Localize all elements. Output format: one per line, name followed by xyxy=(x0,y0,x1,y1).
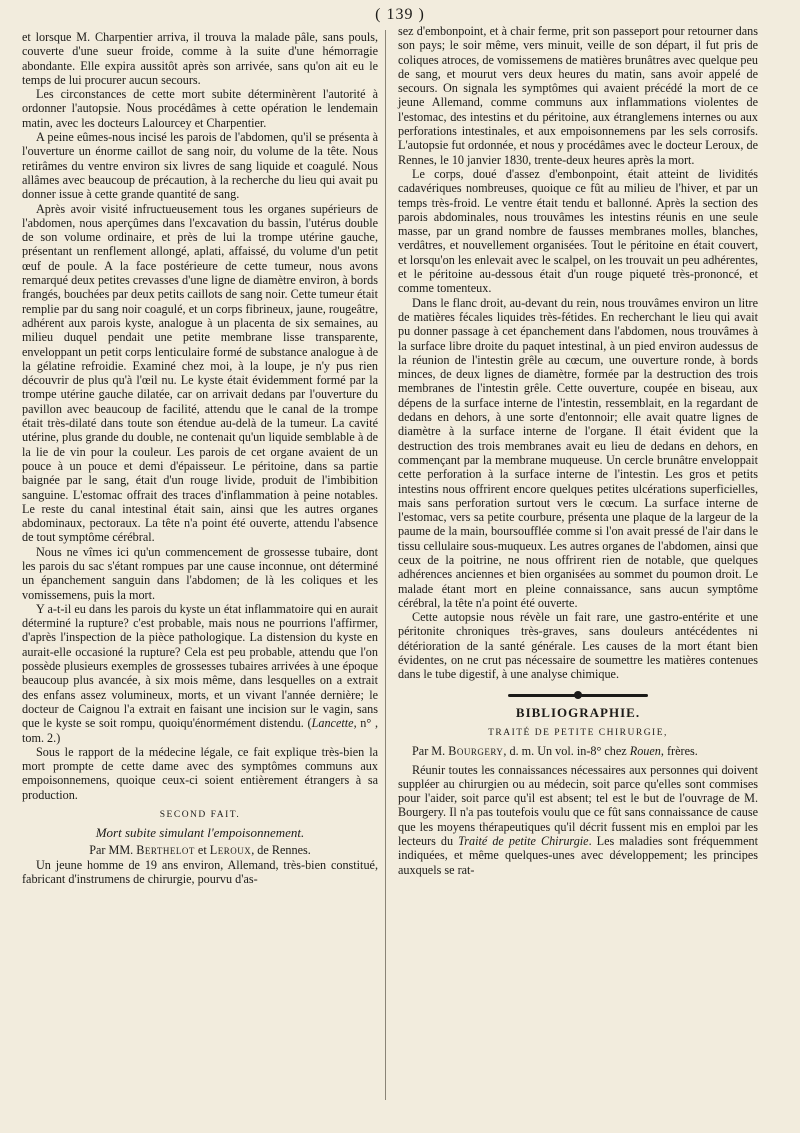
author-name: Leroux xyxy=(209,842,252,857)
paragraph: Nous ne vîmes ici qu'un commencement de grossesse tubaire, dont les parois du sac s'étant rompues par une cause inconnue, ont déterminé un épanchement sanguin dans l'abdomen; de là les coliques et les vomissemens, puis la mort. xyxy=(22,544,378,602)
paragraph-text: Réunir toutes les connaissances nécessaires aux personnes qui doivent suppléer au chirurgien ou au médecin, soit parce qu'elles sont commises pour l'aider, soit parce qu'il est absent; tel est le but de l'ouvrage de M. Bourgery. Il n'a pas toutefois voulu que ce fût sans connaissance de cause que les moyens thérapeutiques qu'il décrit fussent mis en emploi par les lecteurs du xyxy=(398,762,758,849)
book-details-text: , frères. xyxy=(660,744,698,759)
paragraph xyxy=(22,602,378,745)
column-divider xyxy=(385,30,386,1100)
paragraph: Dans le flanc droit, au-devant du rein, nous trouvâmes environ un litre de matières fécales liquides très-fétides. En recherchant le lieu qui avait pu donner passage à cet épanchement dans l'abdomen, nous trouvâmes à la surface libre droite du paquet intestinal, à un pied environ audessus de la réunion de l'intestin grêle au cœcum, une ouverture ronde, à bords minces, de deux lignes de diamètre, formée par la destruction des trois membranes de l'intestin grêle. Cette ouverture, coupée en biseau, aux dépens de la surface interne de l'intestin, ressemblait, en la regardant de dedans en dehors, à une sorte d'entonnoir; elle avait quatre lignes de diamètre à la surface interne de l'organe. Il était évident que la destruction des trois membranes avait eu lieu de dedans en dehors, en commençant par la membrane muqueuse. Un cercle brunâtre enveloppait cette perforation à la surface interne de l'intestin. Les gros et petits intestins nous offrirent encore quelques petites ulcérations superficielles, mais sans perforation surtout vers le cœcum. La surface interne de l'estomac, vers sa petite courbure, présenta une plaque de la largeur de la paume de la main, boursoufflée comme si l'on avait pressé de l'air dans le tissu cellulaire sous-muqueux. Les autres organes de l'abdomen, ainsi que ceux de la poitrine, ne nous offrirent rien de notable, que quelques adhérences anciennes et bien organisées au sommet du poumon droit. Le malade étant mort en pleine connaissance, sans aucun symptôme cérébral, la tête n'a point été ouverte. xyxy=(398,295,758,610)
book-title-italic: Traité de petite Chirurgie xyxy=(458,834,589,849)
paragraph-text: . Les maladies sont fréquemment indiquées, et même quelques-unes avec développement; les principes auxquels se rat- xyxy=(398,834,758,877)
paragraph: A peine eûmes-nous incisé les parois de l'abdomen, qu'il se présenta à l'ouverture un énorme caillot de sang noir, du volume de la tête. Nous retirâmes du ventre environ six livres de sang liquide et coagulé. Nous allâmes avec beaucoup de précaution, à la recherche du lieu qui avait pu donner issue à cette grande quantité de sang. xyxy=(22,130,378,202)
ornament-divider xyxy=(398,688,758,696)
bibliography-heading: BIBLIOGRAPHIE. xyxy=(515,704,641,720)
ornament-bar xyxy=(508,694,578,697)
journal-citation: Lancette xyxy=(311,716,354,731)
paragraph: Le corps, doué d'assez d'embonpoint, était atteint de lividités cadavériques nombreuses, quoique ce fût au milieu de l'hiver, et par un temps très-froid. Le ventre était tendu et ballonné. Après la section des parois abdominales, nous trouvâmes les intestins réunis en une seule masse, par un grand nombre de fausses membranes molles, blanches, verdâtres, et nouvellement organisées. Tout le péritoine en était couvert, et lorsqu'on les enlevait avec le scalpel, on les trouvait un peu adhérentes, et le péritoine au-dessous était d'un rouge piqueté très-prononcé, et comme tomenteux. xyxy=(398,166,758,296)
paragraph: Après avoir visité infructueusement tous les organes supérieurs de l'abdomen, nous aperçûmes dans l'excavation du bassin, l'utérus double de son volume ordinaire, et près de lui la trompe utérine gauche, présentant un renflement allongé, aplati, affaissé, du volume d'un petit œuf de poule. A la face postérieure de cette tumeur, nous avons remarqué deux petites crevasses d'une ligne de diamètre environ, à bords frangés, bouchées par deux petits caillots de sang noir. Cette tumeur était remplie par du sang noir coagulé, et un corps fibrineux, jaune, rougeâtre, adhérent aux parois kyste, analogue à un placenta de six semaines, au milieu duquel pendait une petite membrane lisse transparente, enveloppant un petit corps lenticulaire formé de substance analogue à de la gélatine refroidie. Examiné chez moi, à la loupe, je n'y pus rien découvrir de plus qu'à l'œil nu. Le kyste était évidemment formé par la trompe utérine gauche dilatée, car on arrivait dedans par l'ouverture du pavillon avec beaucoup de facilité, attendu que le canal de la trompe était très-dilaté dans toute son étendue au-delà de la tumeur. La cavité utérine, plus grande du double, ne contenait qu'un liquide semblable à de la lie de vin pour la couleur. Les parois de cet organe avaient de un pouce à un pouce et demi d'épaisseur. Le péritoine, dans sa partie baignée par le sang, était d'un rouge livide, produit de l'imbibition sanguine. L'estomac offrait des traces d'inflammation à peine notables. Le reste du canal intestinal était sain, ainsi que les autres organes abdominaux, pectoraux. La tête n'a point été ouverte, attendu l'absence de tout symptôme cérébral. xyxy=(22,201,378,545)
paragraph: Un jeune homme de 19 ans environ, Allemand, très-bien constitué, fabricant d'instrumens de chirurgie, pourvu d'as- xyxy=(22,857,378,887)
authors-suffix: , de Rennes. xyxy=(251,842,311,857)
authors-prefix: Par MM. xyxy=(89,842,137,857)
paragraph-text: Y a-t-il eu dans les parois du kyste un état inflammatoire qui en aurait déterminé la rupture? c'est probable, mais nous ne pourrions l'affirmer, d'après l'inspection de la pièce pathologique. La distension du kyste en aurait-elle occasioné la rupture? Cela est peu probable, attendu que l'on possède plusieurs exemples de grossesses tubaires arrivées à une époque beaucoup plus avancée, à six mois même, dans lesquelles on a extrait des enfans assez volumineux, morts, et un vivant l'année dernière; le docteur de Caignou l'a extrait en faisant une incision sur le vagin, sans que le kyste se soit rompu, quoiqu'énormément distendu. ( xyxy=(22,601,378,731)
left-column xyxy=(22,30,378,887)
book-title: TRAITÉ DE PETITE CHIRURGIE, xyxy=(488,727,668,738)
paragraph-text: , n° , tom. 2.) xyxy=(22,716,378,745)
book-author: Bourgery xyxy=(448,744,504,759)
right-column xyxy=(398,24,758,877)
paragraph xyxy=(398,763,758,877)
paragraph: Cette autopsie nous révèle un fait rare, une gastro-entérite et une péritonite chroniques très-graves, sans douleurs antécédentes ni détérioration de la santé générale. Les causes de la mort étant bien évidentes, on ne crut pas nécessaire de soumettre les matières contenues dans le tube digestif, à une analyse chimique. xyxy=(398,610,758,682)
section-heading: SECOND FAIT. xyxy=(159,810,241,821)
book-details-text: , d. m. Un vol. in-8° chez xyxy=(503,744,630,759)
paragraph: et lorsque M. Charpentier arriva, il trouva la malade pâle, sans pouls, couverte d'une sueur froide, comme à la suite d'une hémorragie abondante. Elle expira aussitôt après son arrivée, sans qu'on ait eu le temps de lui procurer aucun secours. xyxy=(22,30,378,87)
ornament-bar xyxy=(578,694,648,697)
page-number: ( 139 ) xyxy=(375,6,425,23)
case-title: Mort subite simulant l'empoisonnement. xyxy=(95,825,305,841)
paragraph: Les circonstances de cette mort subite déterminèrent l'autorité à ordonner l'autopsie. Nous procédâmes à cette opération le lendemain matin, avec les docteurs Lalourcey et Charpentier. xyxy=(22,87,378,130)
book-publisher: Rouen xyxy=(629,744,661,759)
authors-line xyxy=(22,843,378,857)
book-details xyxy=(398,744,758,758)
book-by: Par M. xyxy=(412,744,449,759)
paragraph: Sous le rapport de la médecine légale, ce fait explique très-bien la mort prompte de cette dame avec des symptômes communs aux empoisonnemens, quoique ceux-ci soient entièrement étrangers à sa production. xyxy=(22,744,378,802)
author-name: Berthelot xyxy=(136,842,195,857)
paragraph: sez d'embonpoint, et à chair ferme, prit son passeport pour retourner dans son pays; le soir même, vers minuit, veille de son départ, il fut pris de coliques atroces, de vomissemens de matières brunâtres avec quelque peu de sang, et mourut vers deux heures du matin, sans avoir appelé de secours. On signala les symptômes qui avaient précédé la mort de ce jeune Allemand, comme communs aux inflammations violentes de l'estomac, des intestins et du péritoine, aux étranglemens internes ou aux perforations intestinales, et aux empoisonnemens par les sels corrosifs. L'autopsie fut ordonnée, et nous y procédâmes avec le docteur Leroux, de Rennes, le 10 janvier 1830, trente-deux heures après la mort. xyxy=(398,24,758,167)
authors-and: et xyxy=(194,842,210,857)
